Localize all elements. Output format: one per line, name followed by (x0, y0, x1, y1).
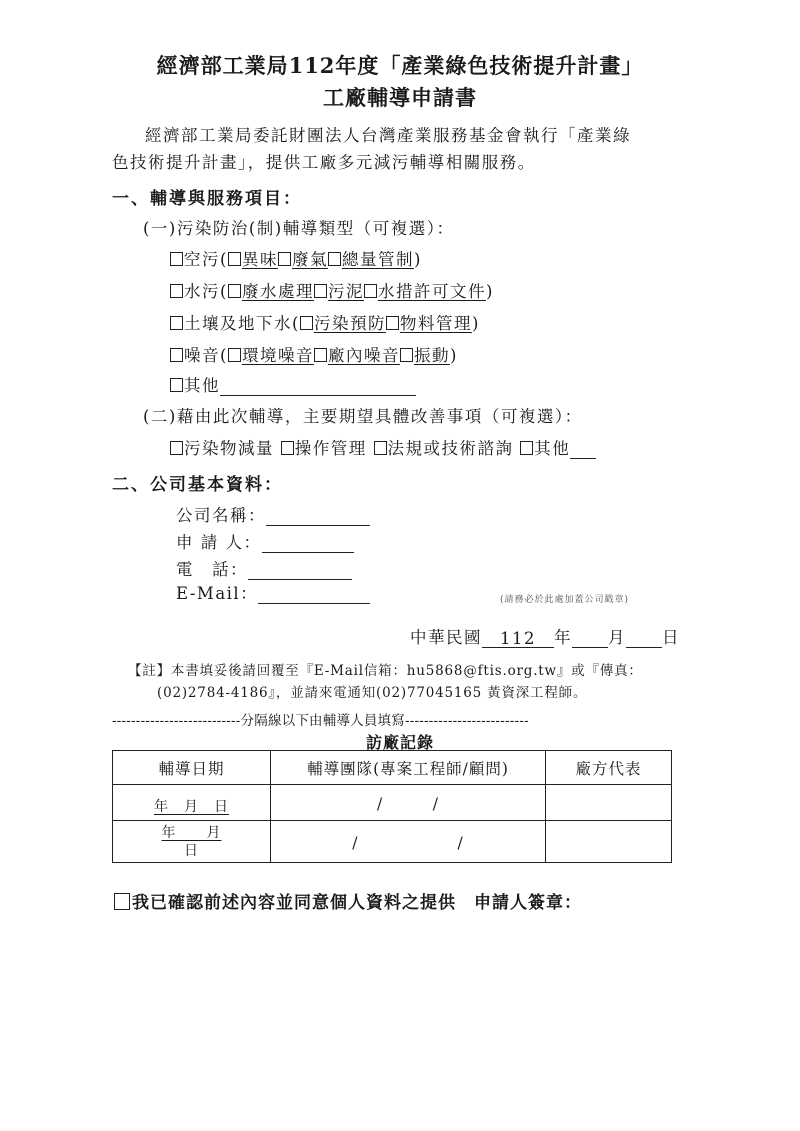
consent-row (114, 888, 582, 913)
company-name-field[interactable] (266, 509, 370, 526)
improve-options: 污染物減量 操作管理 法規或技術諮詢 其他 (170, 435, 596, 459)
item-other: 其他 (170, 372, 416, 396)
table-row (113, 785, 672, 821)
intro-line1: 經濟部工業局委託財團法人台灣產業服務基金會執行「產業綠 (145, 126, 631, 145)
company-name-row: 公司名稱： (176, 502, 370, 526)
total-control-checkbox[interactable] (328, 252, 341, 266)
month-field[interactable] (572, 631, 608, 648)
item-water: 水污( 廢水處理 污泥 水措許可文件) (170, 278, 494, 302)
note-line1: 【註】本書填妥後請回覆至『E-Mail信箱：hu5868@ftis.org.tw』或『傳真： (128, 663, 643, 679)
form-title-line2: 工廠輔導申請書 (323, 85, 477, 110)
row1-date-cell[interactable]: 年 月 日 (113, 785, 271, 821)
item-soil: 土壤及地下水( 污染預防 物料管理) (170, 310, 480, 334)
row2-rep-cell[interactable] (546, 821, 672, 863)
email-row: E-Mail： (176, 580, 370, 604)
operation-checkbox[interactable] (281, 441, 294, 455)
divider-line: ---------------------------分隔線以下由輔導人員填寫-------------------------- (112, 713, 529, 729)
section1-sub2-label: (二)藉由此次輔導，主要期望具體改善事項（可複選）： (143, 407, 583, 426)
row1-team-cell[interactable]: / / (271, 785, 546, 821)
noise-checkbox[interactable] (170, 348, 183, 362)
other-checkbox[interactable] (170, 378, 183, 392)
sludge-checkbox[interactable] (314, 284, 327, 298)
material-management-checkbox[interactable] (386, 316, 399, 330)
section1-heading: 一、輔導與服務項目： (112, 189, 302, 209)
visit-table-title: 訪廠記錄 (365, 733, 434, 752)
section2-heading: 二、公司基本資料： (112, 475, 283, 495)
wastewater-checkbox[interactable] (228, 284, 241, 298)
phone-field[interactable] (248, 563, 352, 580)
year-field[interactable]: 112 (482, 629, 554, 648)
water-permit-checkbox[interactable] (364, 284, 377, 298)
intro-line2: 色技術提升計畫」，提供工廠多元減污輔導相關服務。 (112, 153, 536, 172)
air-checkbox[interactable] (170, 252, 183, 266)
section1-sub1-label: (一)污染防治(制)輔導類型（可複選）： (143, 219, 455, 238)
sign-label: 申請人簽章： (474, 893, 582, 913)
visit-record-table (112, 750, 672, 863)
consent-text: 我已確認前述內容並同意個人資料之提供 (132, 893, 456, 913)
email-field[interactable] (258, 587, 370, 604)
other-blank[interactable] (220, 379, 416, 396)
soil-checkbox[interactable] (170, 316, 183, 330)
header-team: 輔導團隊(專案工程師/顧問) (271, 751, 546, 785)
exhaust-checkbox[interactable] (278, 252, 291, 266)
pollution-prevention-checkbox[interactable] (300, 316, 313, 330)
odor-checkbox[interactable] (228, 252, 241, 266)
water-checkbox[interactable] (170, 284, 183, 298)
vibration-checkbox[interactable] (400, 348, 413, 362)
applicant-field[interactable] (262, 536, 354, 553)
env-noise-checkbox[interactable] (228, 348, 241, 362)
reduction-checkbox[interactable] (170, 441, 183, 455)
note-line2: (02)2784-4186』，並請來電通知(02)77045165 黃資深工程師。 (157, 685, 588, 701)
improve-other-blank[interactable] (570, 442, 596, 459)
consent-checkbox[interactable] (114, 893, 130, 910)
row1-rep-cell[interactable] (546, 785, 672, 821)
table-header-row (113, 751, 672, 785)
table-row (113, 821, 672, 863)
phone-row: 電 話： (176, 556, 352, 580)
improve-other-checkbox[interactable] (520, 441, 533, 455)
row2-team-cell[interactable]: / / (271, 821, 546, 863)
applicant-row: 申 請 人： (176, 529, 354, 553)
header-date: 輔導日期 (113, 751, 271, 785)
row2-date-cell[interactable]: 年 月 日 (113, 821, 271, 863)
regulation-checkbox[interactable] (374, 441, 387, 455)
stamp-note: (請務必於此處加蓋公司戳章) (500, 595, 630, 605)
item-noise: 噪音( 環境噪音 廠內噪音 振動) (170, 342, 458, 366)
header-factory-rep: 廠方代表 (546, 751, 672, 785)
factory-noise-checkbox[interactable] (314, 348, 327, 362)
date-line: 中華民國 112 年 月 日 (410, 628, 680, 648)
day-field[interactable] (626, 631, 662, 648)
item-air: 空污( 異味 廢氣 總量管制) (170, 246, 422, 270)
form-title-line1: 經濟部工業局112年度「產業綠色技術提升計畫」 (156, 53, 644, 78)
